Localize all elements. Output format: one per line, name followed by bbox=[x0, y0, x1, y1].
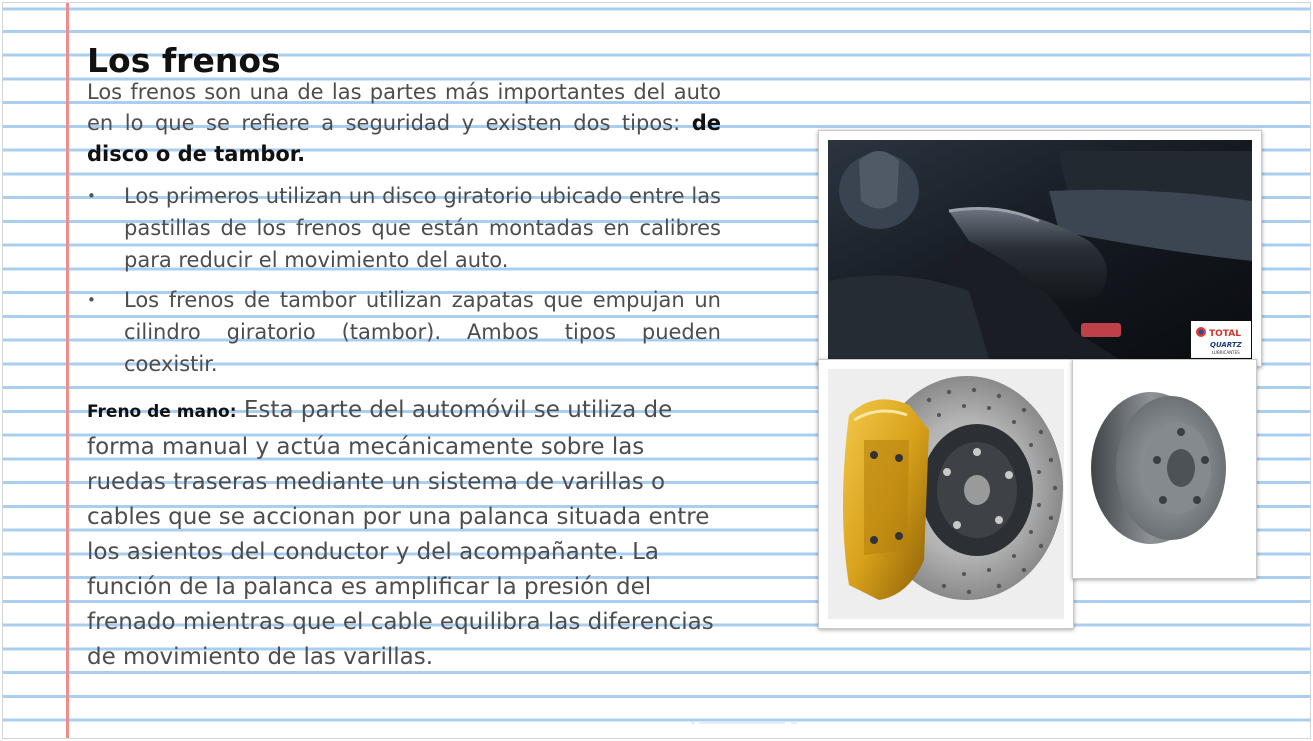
logo-sub: LUBRICANTES bbox=[1212, 350, 1240, 355]
text-content bbox=[87, 41, 721, 675]
logo-product: QUARTZ bbox=[1210, 341, 1242, 349]
logo-brand: TOTAL bbox=[1209, 329, 1241, 339]
disc-brake-photo bbox=[818, 359, 1074, 629]
bullet-list bbox=[87, 180, 721, 380]
page-title: Los frenos bbox=[87, 41, 281, 80]
handbrake-image bbox=[819, 131, 1261, 366]
slide bbox=[2, 2, 1311, 739]
handbrake-label: Freno de mano: bbox=[87, 402, 237, 422]
disc-brake-image bbox=[819, 360, 1073, 628]
bullet-marker: • bbox=[87, 187, 96, 205]
intro-text: Los frenos son una de las partes más importantes del auto en lo que se refiere a seguridad y existen dos tipos: bbox=[87, 80, 721, 135]
intro-paragraph bbox=[87, 77, 721, 170]
list-item bbox=[87, 180, 721, 276]
handbrake-text: Esta parte del automóvil se utiliza de forma manual y actúa mecánicamente sobre las ruedas traseras mediante un sistema de varillas o cables que se accionan por una palanca situada entre los asientos del conductor y del acompañante. La función de la palanca es amplificar la presión del frenado mientras que el cable equilibra las diferencias de movimiento de las varillas. bbox=[87, 397, 714, 670]
bullet-marker: • bbox=[87, 291, 96, 309]
bullet-text: Los frenos de tambor utilizan zapatas que empujan un cilindro giratorio (tambor). Ambos tipos pueden coexistir. bbox=[124, 288, 721, 376]
notebook-margin-line bbox=[66, 3, 69, 738]
handbrake-paragraph bbox=[87, 393, 721, 675]
drum-brake-image bbox=[1073, 360, 1256, 578]
drum-brake-photo bbox=[1072, 359, 1257, 579]
handbrake-photo bbox=[818, 130, 1262, 367]
intro-emphasis: de disco o de tambor. bbox=[87, 111, 721, 166]
bullet-text: Los primeros utilizan un disco giratorio ubicado entre las pastillas de los frenos que están montadas en calibres para reducir el movimiento del auto. bbox=[124, 184, 721, 272]
list-item bbox=[87, 284, 721, 380]
slide-footer-dashes bbox=[691, 720, 799, 725]
